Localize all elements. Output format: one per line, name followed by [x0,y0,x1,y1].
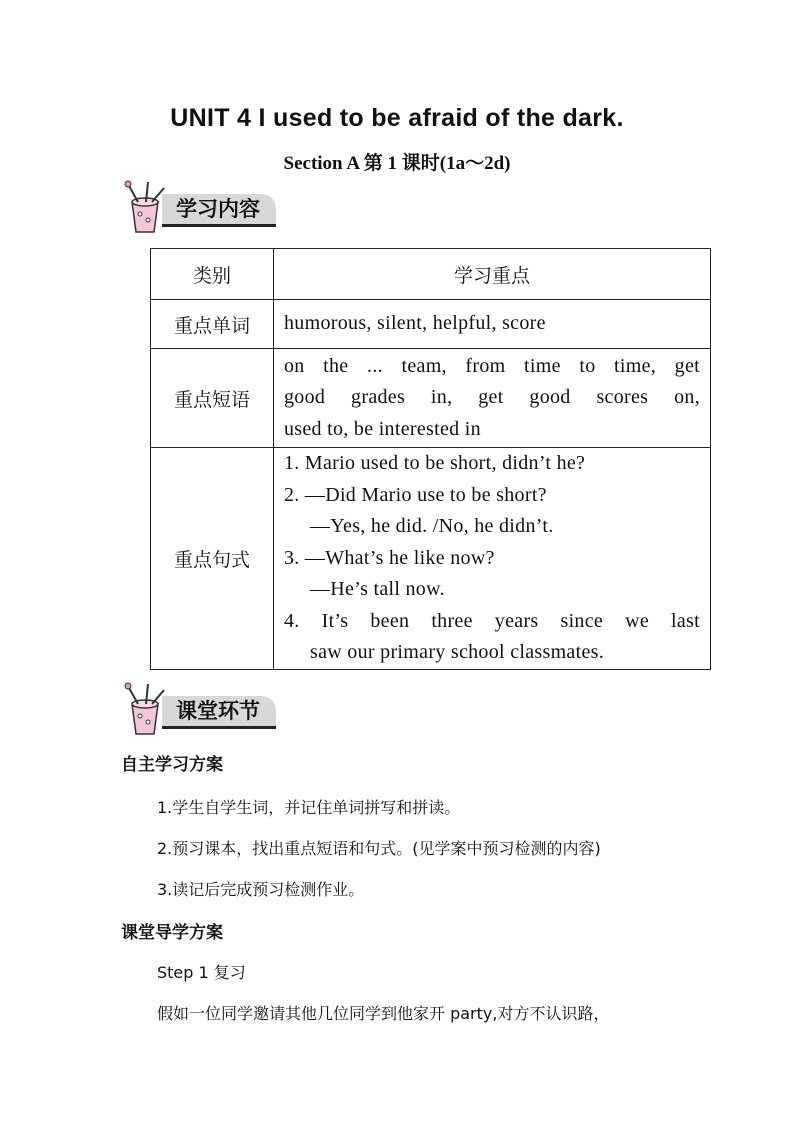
header-category: 类别 [151,249,274,300]
content-line: —Yes, he did. /No, he didn’t. [310,515,554,538]
table-row [151,300,711,349]
classroom-banner [118,682,318,738]
row-category: 重点短语 [151,349,274,448]
row-content [274,349,711,448]
content-line: 1. Mario used to be short, didn’t he? [284,452,586,475]
self-study-item: 3.读记后完成预习检测作业。 [157,880,365,899]
self-study-heading: 自主学习方案 [121,755,223,775]
banner-label: 课堂环节 [162,696,276,729]
self-study-item: 1.学生自学生词，并记住单词拼写和拼读。 [157,798,461,817]
table-header-row [151,249,711,300]
content-line: used to, be interested in [284,417,481,440]
content-line: humorous, silent, helpful, score [284,312,546,335]
content-line: good grades in, get good scores on, [284,386,700,409]
header-focus: 学习重点 [274,249,711,300]
content-line: —He’s tall now. [310,578,445,601]
key-points-table [150,248,711,670]
learning-content-banner [118,180,318,236]
content-line: saw our primary school classmates. [310,641,605,664]
content-line: 3. —What’s he like now? [284,546,495,569]
row-category: 重点句式 [151,448,274,670]
step-label: Step 1 复习 [157,963,246,982]
row-content [274,448,711,670]
row-category: 重点单词 [151,300,274,349]
table-row [151,349,711,448]
content-line: 4. It’s been three years since we last [284,609,700,632]
content-line: 2. —Did Mario use to be short? [284,483,547,506]
step-text: 假如一位同学邀请其他几位同学到他家开 party,对方不认识路， [157,1004,610,1023]
banner-label: 学习内容 [162,194,276,227]
page-title: UNIT 4 I used to be afraid of the dark. [170,104,624,132]
table-row [151,448,711,670]
row-content [274,300,711,349]
section-subtitle: Section A 第 1 课时(1a～2d) [283,153,511,174]
content-line: on the ... team, from time to time, get [284,354,700,377]
guide-heading: 课堂导学方案 [121,923,223,943]
self-study-item: 2.预习课本，找出重点短语和句式。(见学案中预习检测的内容) [157,839,601,858]
